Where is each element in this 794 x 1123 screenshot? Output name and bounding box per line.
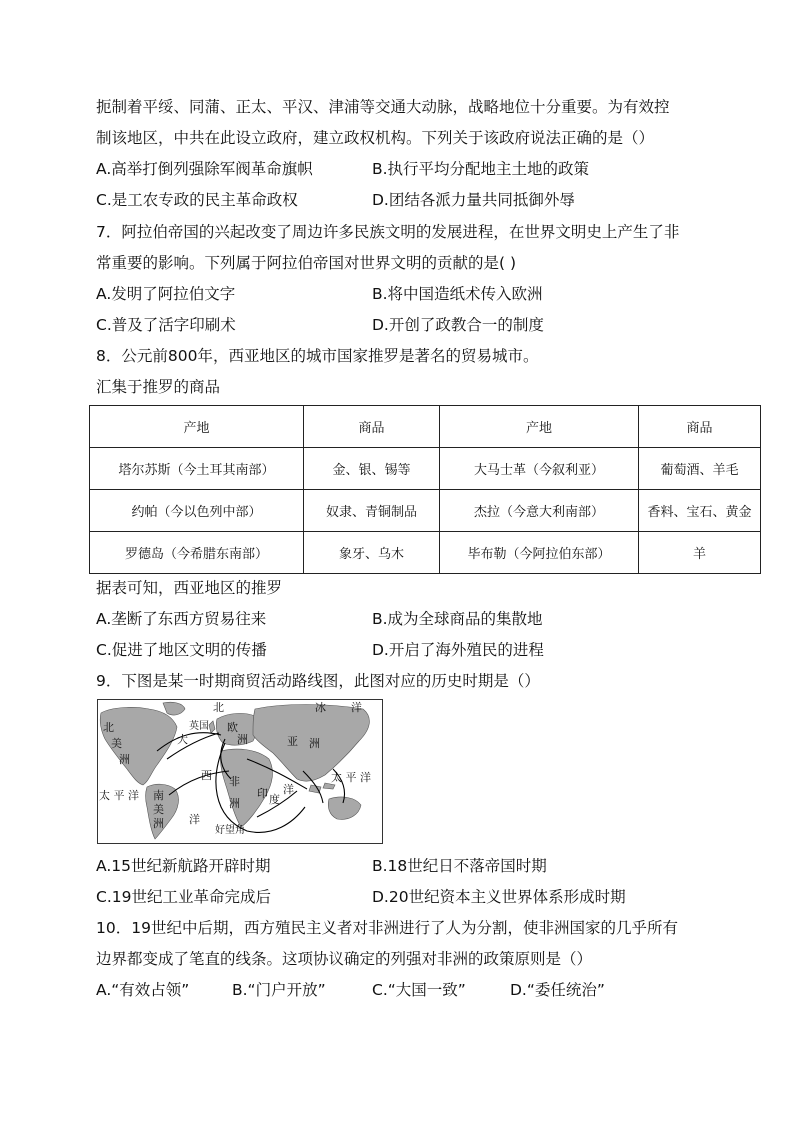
q8-option-b[interactable]: B.成为全球商品的集散地 — [372, 610, 543, 628]
q6-stem-line2: 制该地区，中共在此设立政府，建立政权机构。下列关于该政府说法正确的是（） — [96, 129, 655, 147]
q8-stem-line1: 8．公元前800年，西亚地区的城市国家推罗是著名的贸易城市。 — [96, 347, 539, 365]
table-cell: 大马士革（今叙利亚） — [440, 448, 639, 490]
q10-option-a[interactable]: A.“有效占领” — [96, 981, 190, 999]
trade-route-map — [97, 699, 383, 844]
q10-stem-line2: 边界都变成了笔直的线条。这项协议确定的列强对非洲的政策原则是（） — [96, 950, 593, 968]
label-xi: 西 — [201, 769, 212, 782]
table-cell: 罗德岛（今希腊东南部） — [90, 532, 304, 574]
table-header-cell: 商品 — [639, 406, 761, 448]
label-europe-2: 洲 — [237, 733, 248, 746]
q9-option-c[interactable]: C.19世纪工业革命完成后 — [96, 888, 271, 906]
table-cell: 羊 — [639, 532, 761, 574]
label-asia-2: 洲 — [309, 737, 320, 750]
table-cell: 塔尔苏斯（今土耳其南部） — [90, 448, 304, 490]
label-south-america-3: 洲 — [153, 817, 164, 830]
q7-stem-line2: 常重要的影响。下列属于阿拉伯帝国对世界文明的贡献的是( ) — [96, 254, 517, 272]
label-africa-1: 非 — [229, 775, 240, 788]
label-indian-2: 度 — [269, 793, 280, 806]
q8-option-c[interactable]: C.促进了地区文明的传播 — [96, 641, 267, 659]
goods-table — [89, 405, 761, 574]
q9-stem-line1: 9．下图是某一时期商贸活动路线图，此图对应的历史时期是（） — [96, 672, 540, 690]
q8-table-caption: 汇集于推罗的商品 — [96, 378, 221, 396]
q9-option-d[interactable]: D.20世纪资本主义世界体系形成时期 — [372, 888, 626, 906]
table-header-row — [90, 406, 761, 448]
label-ocean-top: 洋 — [351, 701, 362, 714]
table-header-cell: 产地 — [90, 406, 304, 448]
label-ocean-bottom: 洋 — [189, 813, 200, 826]
table-row — [90, 448, 761, 490]
table-cell: 毕布勒（今阿拉伯东部） — [440, 532, 639, 574]
label-north-america-2: 美 — [111, 737, 122, 750]
q10-options — [96, 980, 605, 1000]
table-cell: 奴隶、青铜制品 — [304, 490, 440, 532]
q9-option-a[interactable]: A.15世纪新航路开辟时期 — [96, 857, 271, 875]
q7-option-b[interactable]: B.将中国造纸术传入欧洲 — [372, 285, 543, 303]
q10-option-d[interactable]: D.“委任统治” — [510, 981, 605, 999]
label-north: 北 — [213, 701, 224, 714]
q8-option-a[interactable]: A.垄断了东西方贸易往来 — [96, 610, 267, 628]
label-indian-1: 印 — [257, 787, 268, 800]
label-asia-1: 亚 — [287, 735, 298, 748]
table-cell: 香料、宝石、黄金 — [639, 490, 761, 532]
label-africa-2: 洲 — [229, 797, 240, 810]
q8-stem-line2: 据表可知，西亚地区的推罗 — [96, 579, 283, 597]
label-europe-1: 欧 — [227, 721, 238, 734]
label-indian-3: 洋 — [283, 783, 294, 796]
q10-option-c[interactable]: C.“大国一致” — [372, 981, 466, 999]
q7-stem-line1: 7．阿拉伯帝国的兴起改变了周边许多民族文明的发展进程，在世界文明史上产生了非 — [96, 223, 680, 241]
q6-option-c[interactable]: C.是工农专政的民主革命政权 — [96, 191, 298, 209]
q7-option-a[interactable]: A.发明了阿拉伯文字 — [96, 285, 236, 303]
q8-option-d[interactable]: D.开启了海外殖民的进程 — [372, 641, 544, 659]
q10-stem-line1: 10．19世纪中后期，西方殖民主义者对非洲进行了人为分割，使非洲国家的几乎所有 — [96, 919, 678, 937]
q7-option-d[interactable]: D.开创了政教合一的制度 — [372, 316, 544, 334]
label-cape: 好望角 — [215, 825, 245, 836]
label-north-america-3: 洲 — [119, 753, 130, 766]
q9-option-b[interactable]: B.18世纪日不落帝国时期 — [372, 857, 547, 875]
label-north-america-1: 北 — [103, 721, 114, 734]
table-cell: 金、银、锡等 — [304, 448, 440, 490]
table-cell: 象牙、乌木 — [304, 532, 440, 574]
table-header-cell: 商品 — [304, 406, 440, 448]
label-da: 大 — [177, 733, 188, 746]
label-pacific-right: 太 平 洋 — [331, 771, 371, 784]
table-row — [90, 490, 761, 532]
label-pacific-left: 太 平 洋 — [99, 789, 139, 802]
table-cell: 约帕（今以色列中部） — [90, 490, 304, 532]
q6-stem-line1: 扼制着平绥、同蒲、正太、平汉、津浦等交通大动脉，战略地位十分重要。为有效控 — [96, 98, 670, 116]
table-row — [90, 532, 761, 574]
label-south-america-2: 美 — [153, 803, 164, 816]
q7-option-c[interactable]: C.普及了活字印刷术 — [96, 316, 236, 334]
q6-option-b[interactable]: B.执行平均分配地主土地的政策 — [372, 160, 590, 178]
label-bing: 冰 — [315, 701, 326, 714]
table-header-cell: 产地 — [440, 406, 639, 448]
table-cell: 葡萄酒、羊毛 — [639, 448, 761, 490]
q6-option-d[interactable]: D.团结各派力量共同抵御外辱 — [372, 191, 575, 209]
label-south-america-1: 南 — [153, 789, 164, 802]
table-cell: 杰拉（今意大利南部） — [440, 490, 639, 532]
label-britain: 英国 — [189, 721, 209, 732]
q6-option-a[interactable]: A.高举打倒列强除军阀革命旗帜 — [96, 160, 313, 178]
q10-option-b[interactable]: B.“门户开放” — [232, 981, 326, 999]
